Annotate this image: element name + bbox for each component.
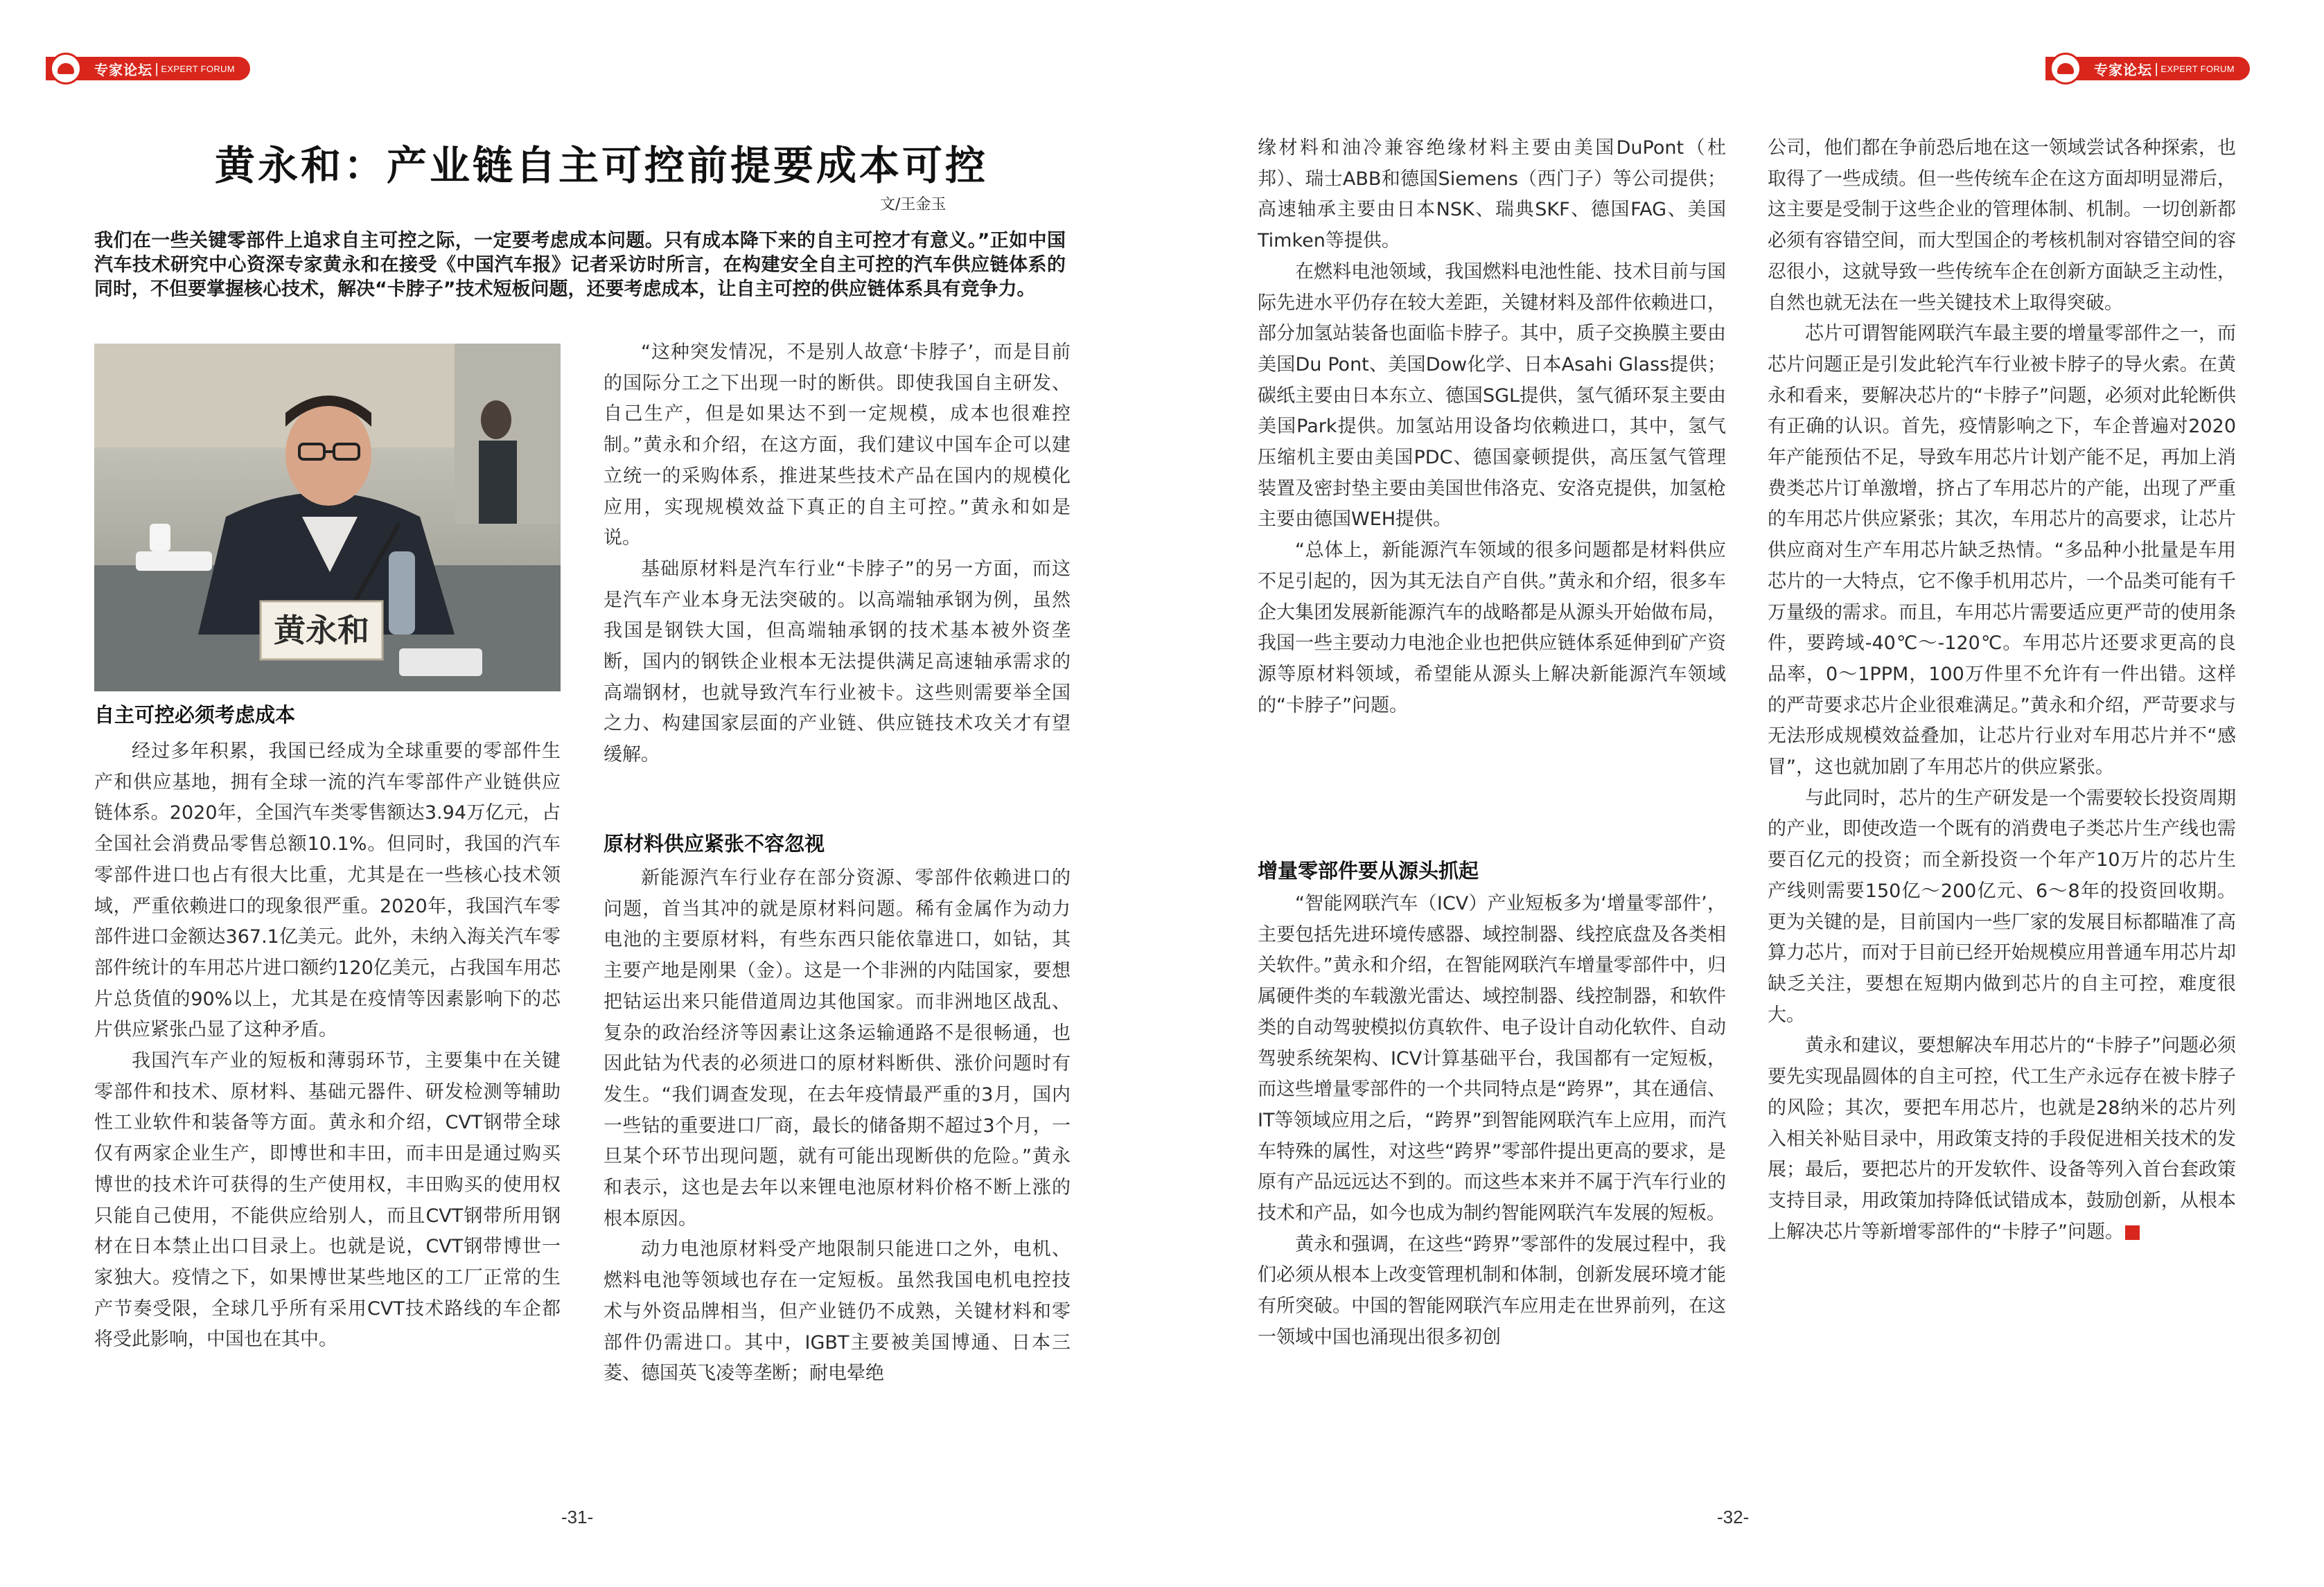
- paragraph-text: 黄永和建议，要想解决车用芯片的“卡脖子”问题必须要先实现晶圆体的自主可控，代工生产永远存在被卡脖子的风险；其次，要把车用芯片，也就是28纳米的芯片列入相关补贴目录中，用政策支持的手段促进相关技术的发展；最后，要把芯片的开发软件、设备等列入首台套政策支持目录，用政策加持降低试错成本，鼓励创新，从根本上解决芯片等新增零部件的“卡脖子”问题。: [1768, 1035, 2236, 1243]
- article-end-mark-icon: A: [2125, 1225, 2140, 1240]
- article-column-2: [604, 337, 1071, 771]
- speaker-nameplate: 黄永和: [274, 612, 369, 649]
- article-column-3b: [1258, 889, 1726, 1354]
- section-heading-incremental-parts: 增量零部件要从源头抓起: [1258, 859, 1479, 883]
- magazine-emblem-icon: [2050, 53, 2081, 85]
- article-title: 黄永和：产业链自主可控前提要成本可控: [215, 142, 989, 189]
- section-tag-left: [46, 57, 250, 80]
- paragraph: 芯片可谓智能网联汽车最主要的增量零部件之一，而芯片问题正是引发此轮汽车行业被卡脖子的导火索。在黄永和看来，要解决芯片的“卡脖子”问题，必须对此轮断供有正确的认识。首先，疫情影响之下，车企普遍对2020年产能预估不足，导致车用芯片计划产能不足，再加上消费类芯片订单激增，挤占了车用芯片的产能，出现了严重的车用芯片供应紧张；其次，车用芯片的高要求，让芯片供应商对生产车用芯片缺乏热情。“多品种小批量是车用芯片的一大特点，它不像手机用芯片，一个品类可能有千万量级的需求。而且，车用芯片需要适应更严苛的使用条件，要跨域-40℃～-120℃。车用芯片还要求更高的良品率，0～1PPM，100万件里不允许有一件出错。这样的严苛要求芯片企业很难满足。”黄永和介绍，严苛要求与无法形成规模效益叠加，让芯片行业对车用芯片并不“感冒”，这也就加剧了车用芯片的供应紧张。: [1768, 323, 2236, 779]
- paragraph: 我国汽车产业的短板和薄弱环节，主要集中在关键零部件和技术、原材料、基础元器件、研发检测等辅助性工业软件和装备等方面。黄永和介绍，CVT钢带全球仅有两家企业生产，即博世和丰田，而丰田是通过购买博世的技术许可获得的生产使用权，丰田购买的使用权只能自己使用，不能供应给别人，而且CVT钢带所用钢材在日本禁止出口目录上。也就是说，CVT钢带博世一家独大。疫情之下，如果博世某些地区的工厂正常的生产节奏受限，全球几乎所有采用CVT技术路线的车企都将受此影响，中国也在其中。: [94, 1050, 561, 1351]
- section-tag-cn: 专家论坛: [94, 61, 152, 78]
- article-byline: 文/王金玉: [880, 196, 947, 213]
- paragraph: 黄永和强调，在这些“跨界”零部件的发展过程中，我们必须从根本上改变管理机制和体制，创新发展环境才能有所突破。中国的智能网联汽车应用走在世界前列，在这一领域中国也涌现出很多初创: [1258, 1233, 1726, 1348]
- section-tag-en: EXPERT FORUM: [2160, 63, 2235, 74]
- page-number-right: -32-: [1717, 1507, 1750, 1527]
- section-tag-separator: |: [155, 61, 159, 76]
- paragraph: 与此同时，芯片的生产研发是一个需要较长投资周期的产业，即使改造一个既有的消费电子类芯片生产线也需要百亿元的投资；而全新投资一个年产10万片的芯片生产线则需要150亿～200亿元、6～8年的投资回收期。更为关键的是，目前国内一些厂家的发展目标都瞄准了高算力芯片，而对于目前已经开始规模应用普通车用芯片却缺乏关注，要想在短期内做到芯片的自主可控，难度很大。: [1768, 787, 2236, 1026]
- article-lead: 我们在一些关键零部件上追求自主可控之际，一定要考虑成本问题。只有成本降下来的自主可控才有意义。”正如中国汽车技术研究中心资深专家黄永和在接受《中国汽车报》记者采访时所言，在构建安全自主可控的汽车供应链体系的同时，不但要掌握核心技术，解决“卡脖子”技术短板问题，还要考虑成本，让自主可控的供应链体系具有竞争力。: [94, 230, 1066, 300]
- page-number-left: -31-: [561, 1507, 594, 1527]
- article-column-2b: [604, 863, 1071, 1390]
- section-heading-cost: 自主可控必须考虑成本: [94, 703, 296, 727]
- paragraph: “这种突发情况，不是别人故意‘卡脖子’，而是目前的国际分工之下出现一时的断供。即使我国自主研发、自己生产，但是如果达不到一定规模，成本也很难控制。”黄永和介绍，在这方面，我们建议中国车企可以建立统一的采购体系，推进某些技术产品在国内的规模化应用，实现规模效益下真正的自主可控。”黄永和如是说。: [604, 342, 1071, 549]
- article-column-4: [1768, 133, 2236, 1248]
- section-heading-raw-materials: 原材料供应紧张不容忽视: [604, 832, 825, 855]
- section-tag-cn: 专家论坛: [2094, 61, 2152, 78]
- paragraph: 在燃料电池领域，我国燃料电池性能、技术目前与国际先进水平仍存在较大差距，关键材料及部件依赖进口，部分加氢站装备也面临卡脖子。其中，质子交换膜主要由美国Du Pont、美国Dow化学、日本Asahi Glass提供；碳纸主要由日本东立、德国SGL提供，氢气循环泵主要由美国Park提供。加氢站用设备均依赖进口，其中，氢气压缩机主要由美国PDC、德国豪顿提供，高压氢气管理装置及密封垫主要由美国世伟洛克、安洛克提供，加氢枪主要由德国WEH提供。: [1258, 260, 1726, 531]
- section-tag-separator: |: [2154, 61, 2159, 76]
- paragraph: 动力电池原材料受产地限制只能进口之外，电机、燃料电池等领域也存在一定短板。虽然我国电机电控技术与外资品牌相当，但产业链仍不成熟，关键材料和零部件仍需进口。其中，IGBT主要被美国博通、日本三菱、德国英飞凌等垄断；耐电晕绝: [604, 1239, 1071, 1385]
- paragraph: 缘材料和油冷兼容绝缘材料主要由美国DuPont（杜邦）、瑞士ABB和德国Siemens（西门子）等公司提供；高速轴承主要由日本NSK、瑞典SKF、德国FAG、美国Timken等提供。: [1258, 137, 1726, 252]
- article-photo: [94, 344, 561, 691]
- speaker-photo-illustration: [94, 344, 561, 691]
- paragraph: 新能源汽车行业存在部分资源、零部件依赖进口的问题，首当其冲的就是原材料问题。稀有金属作为动力电池的主要原材料，有些东西只能依靠进口，如钴，其主要产地是刚果（金）。这是一个非洲的内陆国家，要想把钴运出来只能借道周边其他国家。而非洲地区战乱、复杂的政治经济等因素让这条运输通路不是很畅通，也因此钴为代表的必须进口的原材料断供、涨价问题时有发生。“我们调查发现，在去年疫情最严重的3月，国内一些钴的重要进口厂商，最长的储备期不超过3个月，一旦某个环节出现问题，就有可能出现断供的危险。”黄永和表示，这也是去年以来锂电池原材料价格不断上涨的根本原因。: [604, 867, 1071, 1230]
- paragraph: “智能网联汽车（ICV）产业短板多为‘增量零部件’，主要包括先进环境传感器、域控制器、线控底盘及各类相关软件。”黄永和介绍，在智能网联汽车增量零部件中，归属硬件类的车载激光雷达、域控制器、线控制器，和软件类的自动驾驶模拟仿真软件、电子设计自动化软件、自动驾驶系统架构、ICV计算基础平台，我国都有一定短板，而这些增量零部件的一个共同特点是“跨界”，其在通信、IT等领域应用之后，“跨界”到智能网联汽车上应用，而汽车特殊的属性，对这些“跨界”零部件提出更高的要求，是原有产品远远达不到的。而这些本来并不属于汽车行业的技术和产品，如今也成为制约智能网联汽车发展的短板。: [1258, 893, 1726, 1225]
- section-tag-en: EXPERT FORUM: [161, 63, 235, 74]
- article-column-1: [94, 736, 561, 1356]
- paragraph: 经过多年积累，我国已经成为全球重要的零部件生产和供应基地，拥有全球一流的汽车零部件产业链供应链体系。2020年，全国汽车类零售额达3.94万亿元，占全国社会消费品零售总额10.1%。但同时，我国的汽车零部件进口也占有很大比重，尤其是在一些核心技术领域，严重依赖进口的现象很严重。2020年，我国汽车零部件进口金额达367.1亿美元。此外，未纳入海关汽车零部件统计的车用芯片进口额约120亿美元，占我国车用芯片总货值的90%以上，尤其是在疫情等因素影响下的芯片供应紧张凸显了这种矛盾。: [94, 741, 561, 1041]
- paragraph: “总体上，新能源汽车领域的很多问题都是材料供应不足引起的，因为其无法自产自供。”黄永和介绍，很多车企大集团发展新能源汽车的战略都是从源头开始做布局，我国一些主要动力电池企业也把供应链体系延伸到矿产资源等原材料领域，希望能从源头上解决新能源汽车领域的“卡脖子”问题。: [1258, 540, 1726, 716]
- article-column-3: [1258, 133, 1726, 721]
- paragraph: [1768, 1031, 2236, 1248]
- section-tag-right: [2045, 57, 2250, 80]
- paragraph: 公司，他们都在争前恐后地在这一领域尝试各种探索，也取得了一些成绩。但一些传统车企在这方面却明显滞后，这主要是受制于这些企业的管理体制、机制。一切创新都必须有容错空间，而大型国企的考核机制对容错空间的容忍很小，这就导致一些传统车企在创新方面缺乏主动性，自然也就无法在一些关键技术上取得突破。: [1768, 137, 2236, 314]
- paragraph: 基础原材料是汽车行业“卡脖子”的另一方面，而这是汽车产业本身无法突破的。以高端轴承钢为例，虽然我国是钢铁大国，但高端轴承钢的技术基本被外资垄断，国内的钢铁企业根本无法提供满足高速轴承需求的高端钢材，也就导致汽车行业被卡。这些则需要举全国之力、构建国家层面的产业链、供应链技术攻关才有望缓解。: [604, 558, 1071, 766]
- magazine-emblem-icon: [50, 53, 82, 85]
